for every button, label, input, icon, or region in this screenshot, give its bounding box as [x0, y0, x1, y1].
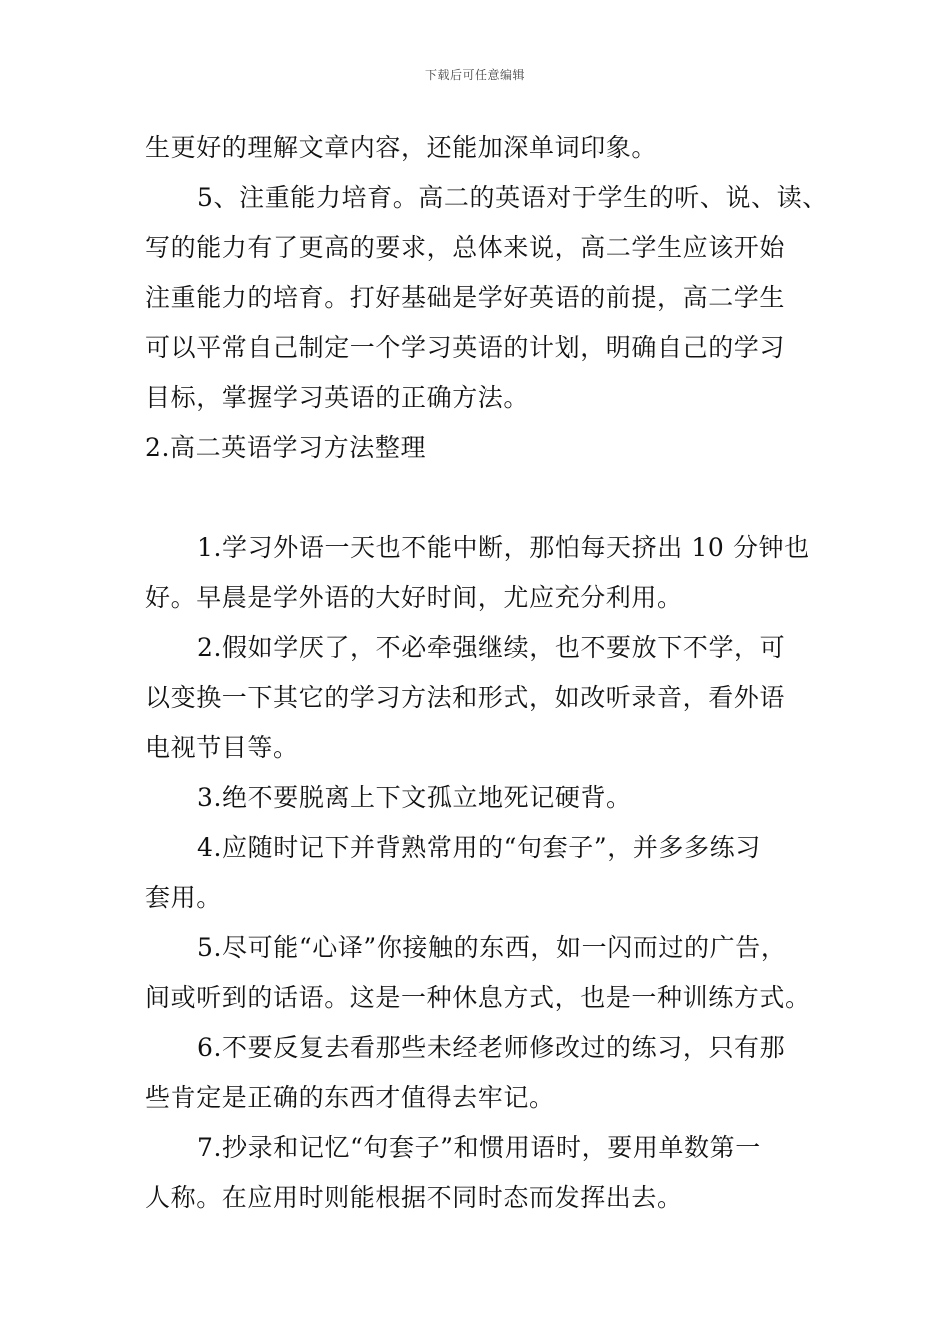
paragraph-line: 以变换一下其它的学习方法和形式，如改听录音，看外语	[145, 683, 786, 712]
paragraph-line: 人称。在应用时则能根据不同时态而发挥出去。	[145, 1183, 683, 1212]
paragraph-line: 4.应随时记下并背熟常用的“句套子”，并多多练习	[197, 833, 761, 862]
paragraph-line: 好。早晨是学外语的大好时间，尤应充分利用。	[145, 583, 683, 612]
paragraph-line: 套用。	[145, 883, 222, 912]
paragraph-line: 生更好的理解文章内容，还能加深单词印象。	[145, 133, 658, 162]
paragraph-line: 5、注重能力培育。高二的英语对于学生的听、说、读、	[197, 183, 828, 212]
section-heading: 2.高二英语学习方法整理	[145, 433, 427, 462]
paragraph-line: 电视节目等。	[145, 733, 299, 762]
paragraph-line: 3.绝不要脱离上下文孤立地死记硬背。	[197, 783, 632, 812]
paragraph-line: 注重能力的培育。打好基础是学好英语的前提，高二学生	[145, 283, 786, 312]
paragraph-line: 7.抄录和记忆“句套子”和惯用语时，要用单数第一	[197, 1133, 761, 1162]
paragraph-line: 6.不要反复去看那些未经老师修改过的练习，只有那	[197, 1033, 786, 1062]
paragraph-line: 可以平常自己制定一个学习英语的计划，明确自己的学习	[145, 333, 786, 362]
paragraph-line: 1.学习外语一天也不能中断，那怕每天挤出 10 分钟也	[197, 533, 810, 562]
page-header: 下载后可任意编辑	[424, 68, 525, 82]
paragraph-line: 2.假如学厌了，不必牵强继续，也不要放下不学，可	[197, 633, 786, 662]
paragraph-line: 目标，掌握学习英语的正确方法。	[145, 383, 530, 412]
paragraph-line: 间或听到的话语。这是一种休息方式，也是一种训练方式。	[145, 983, 811, 1012]
paragraph-line: 写的能力有了更高的要求，总体来说，高二学生应该开始	[145, 233, 786, 262]
paragraph-line: 些肯定是正确的东西才值得去牢记。	[145, 1083, 555, 1112]
paragraph-line: 5.尽可能“心译”你接触的东西，如一闪而过的广告，	[197, 933, 787, 962]
